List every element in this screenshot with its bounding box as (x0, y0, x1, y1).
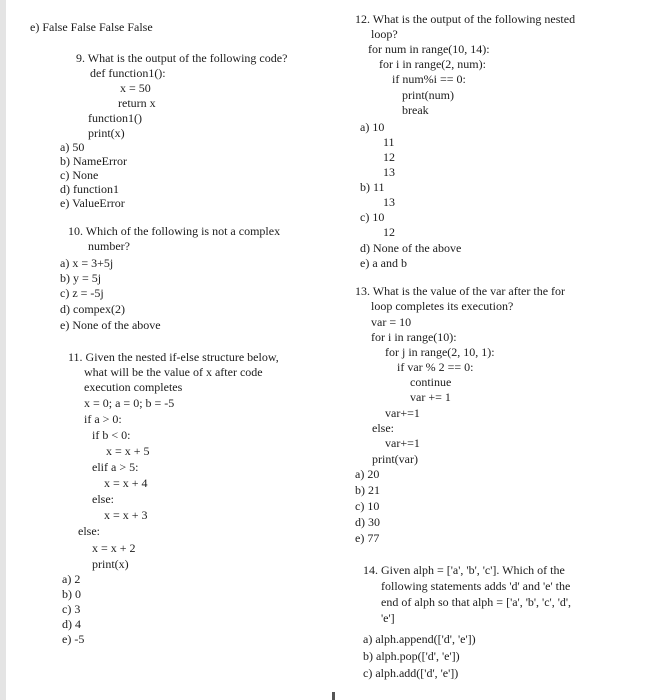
q12-option-a: a) 10 (360, 120, 385, 134)
q12-option-a-value: 12 (383, 150, 395, 164)
q12-option-c: c) 10 (360, 210, 385, 224)
q11-stem: 11. Given the nested if-else structure below, (68, 350, 279, 364)
q10-stem: number? (88, 239, 130, 253)
q11-code-line: else: (78, 524, 100, 538)
q9-option: c) None (60, 168, 99, 182)
q11-option: d) 4 (62, 617, 81, 631)
q12-stem: 12. What is the output of the following nested (355, 12, 576, 26)
q14-option: c) alph.add(['d', 'e']) (363, 666, 459, 680)
q10-option: d) compex(2) (60, 302, 125, 316)
q12-option-b-value: 13 (383, 195, 395, 209)
q13-code-line: if var % 2 == 0: (397, 360, 474, 374)
q14-stem: 'e'] (381, 611, 395, 625)
q10-stem: 10. Which of the following is not a complex (68, 224, 281, 238)
q13-option: b) 21 (355, 483, 380, 497)
q13-code-line: var+=1 (385, 406, 420, 420)
q8-option-e: e) False False False False (30, 20, 153, 34)
q12-option-d: d) None of the above (360, 241, 462, 255)
q9-code-line: x = 50 (120, 81, 151, 95)
q13-option: e) 77 (355, 531, 380, 545)
q11-option: b) 0 (62, 587, 81, 601)
q9-stem: 9. What is the output of the following code? (76, 51, 288, 65)
q11-code-line: x = x + 2 (92, 541, 136, 555)
q9-option: a) 50 (60, 140, 85, 154)
q13-option: c) 10 (355, 499, 380, 513)
q9-code-line: function1() (88, 111, 142, 125)
q13-code-line: for i in range(10): (371, 330, 457, 344)
q12-option-c-value: 12 (383, 225, 395, 239)
q9-option: b) NameError (60, 154, 127, 168)
q11-code-line: x = x + 4 (104, 476, 148, 490)
q9-option: d) function1 (60, 182, 119, 196)
q13-code-line: continue (410, 375, 452, 389)
q13-code-line: var = 10 (371, 315, 412, 329)
q13-option: d) 30 (355, 515, 380, 529)
q13-stem: 13. What is the value of the var after the for (355, 284, 566, 298)
q12-option-a-value: 13 (383, 165, 395, 179)
q11-code-line: if a > 0: (84, 412, 122, 426)
q11-code-line: x = 0; a = 0; b = -5 (84, 396, 175, 410)
q11-option: e) -5 (62, 632, 85, 646)
q10-option: e) None of the above (60, 318, 161, 332)
q11-stem: what will be the value of x after code (84, 365, 263, 379)
q12-code-line: for num in range(10, 14): (368, 42, 490, 56)
q12-option-e: e) a and b (360, 256, 407, 270)
q12-option-b: b) 11 (360, 180, 385, 194)
q12-code-line: break (402, 103, 429, 117)
q14-option: a) alph.append(['d', 'e']) (363, 632, 476, 646)
q13-option: a) 20 (355, 467, 380, 481)
q9-option: e) ValueError (60, 196, 125, 210)
page-fold-mark (332, 692, 335, 700)
q11-option: a) 2 (62, 572, 81, 586)
q11-code-line: x = x + 5 (106, 444, 150, 458)
q12-code-line: print(num) (402, 88, 454, 102)
q9-code-line: return x (118, 96, 156, 110)
q11-code-line: else: (92, 492, 114, 506)
q13-code-line: for j in range(2, 10, 1): (385, 345, 495, 359)
q12-code-line: for i in range(2, num): (379, 57, 486, 71)
q12-stem: loop? (371, 27, 398, 41)
q13-stem: loop completes its execution? (371, 299, 514, 313)
page-edge-shadow (0, 0, 6, 700)
q13-code-line: var += 1 (410, 390, 451, 404)
q10-option: b) y = 5j (60, 271, 102, 285)
q11-code-line: x = x + 3 (104, 508, 148, 522)
q11-stem: execution completes (84, 380, 183, 394)
q13-code-line: print(var) (372, 452, 418, 466)
q11-option: c) 3 (62, 602, 81, 616)
q11-code-line: elif a > 5: (92, 460, 139, 474)
q11-code-line: print(x) (92, 557, 129, 571)
q10-option: a) x = 3+5j (60, 256, 114, 270)
q13-code-line: var+=1 (385, 436, 420, 450)
q14-stem: 14. Given alph = ['a', 'b', 'c']. Which of the (363, 563, 565, 577)
q9-code-line: print(x) (88, 126, 125, 140)
q12-code-line: if num%i == 0: (392, 72, 466, 86)
q9-code-line: def function1(): (90, 66, 166, 80)
q14-stem: end of alph so that alph = ['a', 'b', 'c', 'd', (381, 595, 572, 609)
q12-option-a-value: 11 (383, 135, 395, 149)
q11-code-line: if b < 0: (92, 428, 131, 442)
q14-stem: following statements adds 'd' and 'e' the (381, 579, 571, 593)
q13-code-line: else: (372, 421, 394, 435)
q14-option: b) alph.pop(['d', 'e']) (363, 649, 460, 663)
q10-option: c) z = -5j (60, 286, 104, 300)
